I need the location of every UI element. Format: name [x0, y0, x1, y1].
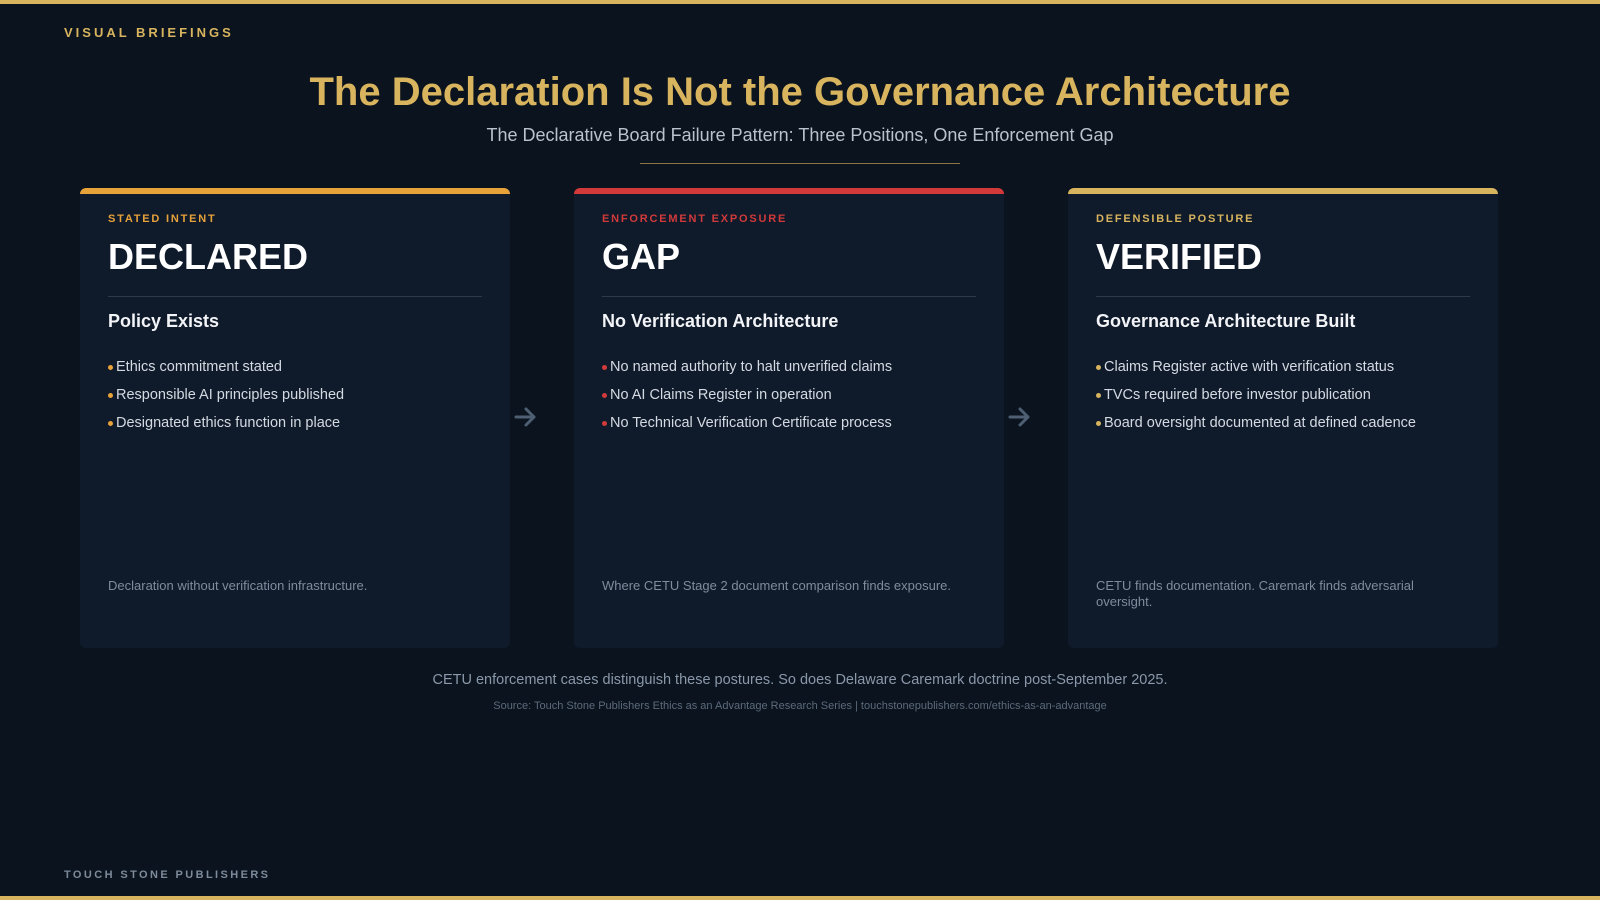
bullet-dot-icon [602, 365, 607, 370]
card-heading: Governance Architecture Built [1096, 311, 1356, 331]
bullet-dot-icon [1096, 365, 1101, 370]
card-divider [602, 296, 976, 297]
card-bullet-list [108, 353, 344, 437]
list-item [108, 353, 344, 381]
arrow-right-icon [511, 402, 541, 432]
card-gap [574, 188, 1004, 648]
bullet-dot-icon [108, 393, 113, 398]
list-item-text: No AI Claims Register in operation [610, 387, 832, 403]
list-item-text: No named authority to halt unverified claims [610, 359, 893, 375]
card-accent-bar [574, 188, 1004, 194]
card-note: Where CETU Stage 2 document comparison finds exposure. [602, 578, 952, 593]
list-item [108, 381, 344, 409]
card-title: DECLARED [108, 236, 309, 277]
title-divider [640, 163, 960, 164]
card-eyebrow: ENFORCEMENT EXPOSURE [602, 213, 788, 225]
card-heading: Policy Exists [108, 311, 220, 331]
page-subtitle: The Declarative Board Failure Pattern: Three Positions, One Enforcement Gap [486, 125, 1114, 145]
list-item [602, 353, 892, 381]
list-item-text: TVCs required before investor publication [1104, 387, 1371, 403]
card-bullet-list [1096, 353, 1416, 437]
list-item [602, 409, 892, 437]
bullet-dot-icon [108, 421, 113, 426]
list-item-text: Claims Register active with verification status [1104, 359, 1395, 375]
card-heading: No Verification Architecture [602, 311, 839, 331]
card-verified [1068, 188, 1498, 648]
list-item [1096, 381, 1416, 409]
card-eyebrow: STATED INTENT [108, 213, 217, 225]
brand-label-top: VISUAL BRIEFINGS [64, 25, 234, 40]
list-item-text: Responsible AI principles published [116, 387, 345, 403]
bullet-dot-icon [1096, 393, 1101, 398]
card-divider [108, 296, 482, 297]
list-item-text: Ethics commitment stated [116, 359, 282, 375]
card-note: CETU finds documentation. Caremark finds adversarial oversight. [1096, 578, 1414, 609]
list-item-text: Designated ethics function in place [116, 415, 341, 431]
list-item [1096, 353, 1416, 381]
card-eyebrow: DEFENSIBLE POSTURE [1096, 213, 1255, 225]
card-declared [80, 188, 510, 648]
list-item [1096, 409, 1416, 437]
list-item [602, 381, 892, 409]
bullet-dot-icon [108, 365, 113, 370]
card-title: VERIFIED [1096, 236, 1263, 277]
card-accent-bar [80, 188, 510, 194]
list-item [108, 409, 344, 437]
page-title: The Declaration Is Not the Governance Architecture [309, 70, 1291, 114]
list-item-text: No Technical Verification Certificate process [610, 415, 892, 431]
bullet-dot-icon [1096, 421, 1101, 426]
list-item-text: Board oversight documented at defined cadence [1104, 415, 1416, 431]
brand-label-bottom: TOUCH STONE PUBLISHERS [64, 869, 271, 881]
card-bullet-list [602, 353, 892, 437]
top-accent-bar [0, 0, 1600, 4]
card-title: GAP [602, 236, 681, 277]
arrow-right-icon [1005, 402, 1035, 432]
card-note: Declaration without verification infrastructure. [108, 578, 368, 593]
bottom-accent-bar [0, 896, 1600, 900]
card-accent-bar [1068, 188, 1498, 194]
bullet-dot-icon [602, 393, 607, 398]
card-divider [1096, 296, 1470, 297]
bullet-dot-icon [602, 421, 607, 426]
footer-source: Source: Touch Stone Publishers Ethics as an Advantage Research Series | touchstonepublishers.com/ethics-as-an-advantage [493, 700, 1107, 712]
footer-statement: CETU enforcement cases distinguish these postures. So does Delaware Caremark doctrine post-September 2025. [432, 672, 1168, 688]
